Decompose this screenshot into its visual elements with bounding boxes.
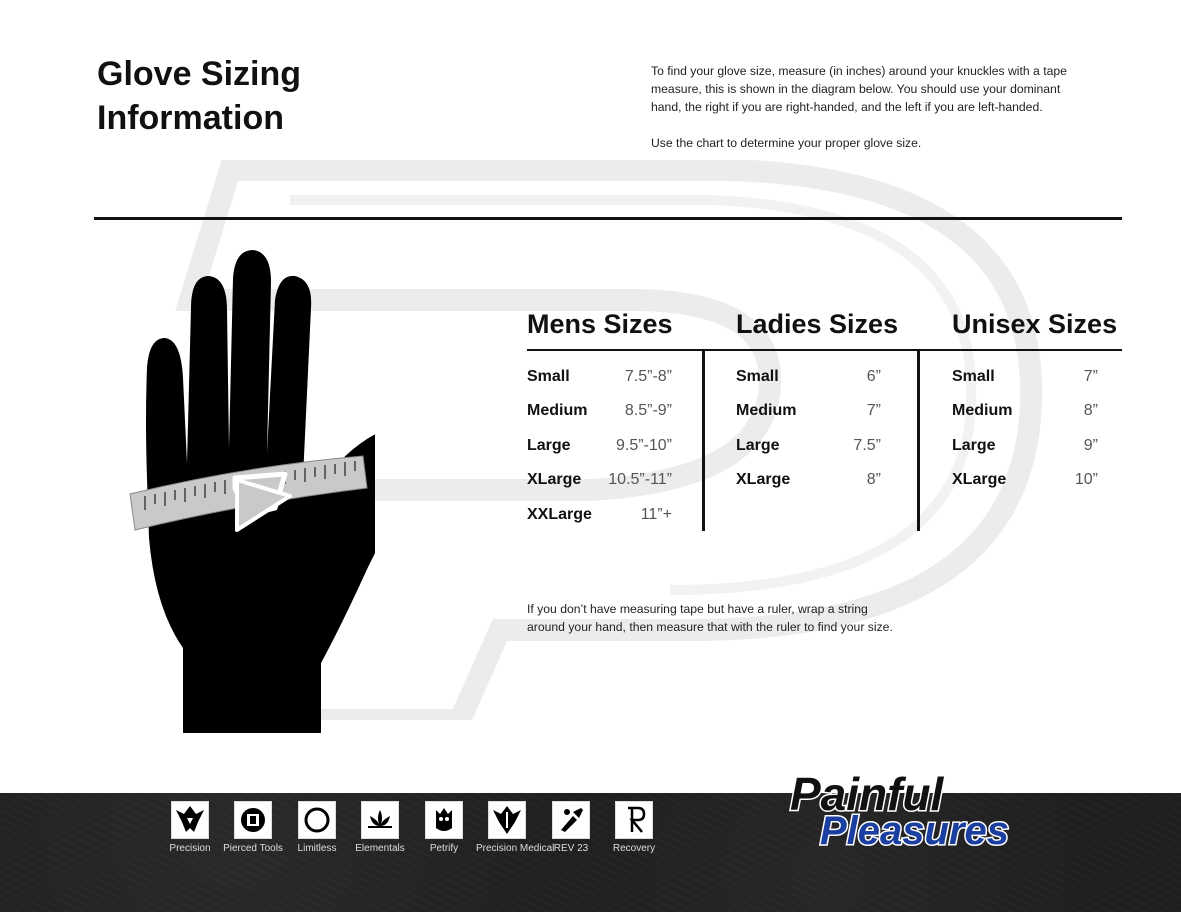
- elementals-icon: [361, 801, 399, 839]
- brand-label: REV 23: [553, 843, 589, 854]
- unisex-size-value: 10”: [1074, 471, 1098, 488]
- unisex-size-label: Small: [952, 368, 995, 385]
- ladies-size-label: Large: [736, 437, 780, 454]
- painful-pleasures-logo: [760, 762, 1100, 852]
- recovery-icon: [615, 801, 653, 839]
- ladies-sizes-heading: Ladies Sizes: [736, 309, 899, 339]
- ladies-size-label: Medium: [736, 402, 797, 419]
- unisex-size-label: XLarge: [952, 471, 1007, 488]
- intro-paragraph-2: Use the chart to determine your proper glove size.: [651, 136, 922, 150]
- mens-size-label: XXLarge: [527, 506, 592, 523]
- ladies-size-value: 6”: [866, 368, 881, 385]
- mens-size-value: 10.5”-11”: [608, 471, 672, 488]
- brand-elementals[interactable]: [349, 801, 411, 854]
- mens-sizes-column: [527, 306, 673, 348]
- intro-paragraph-1: To find your glove size, measure (in inches) around your knuckles with a tape measure, this is shown in the diagram below. You should use your dominant hand, the right if you are right-handed, and the left if you are left-handed.: [651, 64, 1067, 114]
- brand-label: Precision: [169, 843, 211, 854]
- logo-line-2: Pleasures: [820, 809, 1010, 852]
- header-divider: [94, 217, 1122, 220]
- unisex-heading-underline: [919, 349, 1122, 351]
- unisex-size-label: Large: [952, 437, 996, 454]
- brand-label: Precision Medical: [476, 843, 555, 854]
- unisex-size-value: 9”: [1083, 437, 1098, 454]
- intro-text: [651, 62, 1081, 170]
- mens-size-value: 7.5”-8”: [624, 368, 672, 385]
- mens-size-label: Medium: [527, 402, 588, 419]
- unisex-size-label: Medium: [952, 402, 1013, 419]
- hand-measuring-tape-illustration: [125, 248, 375, 736]
- brand-precision[interactable]: [159, 801, 221, 854]
- ladies-size-value: 8”: [866, 471, 881, 488]
- mens-size-value: 8.5”-9”: [624, 402, 672, 419]
- ladies-heading-underline: [703, 349, 919, 351]
- limitless-icon: [298, 801, 336, 839]
- petrify-icon: [425, 801, 463, 839]
- brand-precision-medical[interactable]: [476, 801, 555, 854]
- brand-pierced-tools[interactable]: [222, 801, 284, 854]
- brand-label: Limitless: [297, 843, 337, 854]
- ladies-sizes-column: [736, 306, 898, 348]
- mens-sizes-heading: Mens Sizes: [527, 309, 673, 339]
- brand-limitless[interactable]: [286, 801, 348, 854]
- mens-size-label: Large: [527, 437, 571, 454]
- ladies-size-label: Small: [736, 368, 779, 385]
- precision-icon: [171, 801, 209, 839]
- ladies-size-value: 7.5”: [853, 437, 881, 454]
- ladies-size-label: XLarge: [736, 471, 791, 488]
- title-line-2: Information: [97, 99, 284, 137]
- mens-size-label: Small: [527, 368, 570, 385]
- column-divider-1: [702, 351, 705, 531]
- mens-size-value: 9.5”-10”: [615, 437, 672, 454]
- brand-label: Petrify: [429, 843, 459, 854]
- unisex-sizes-column: [952, 306, 1117, 348]
- ruler-note: [527, 600, 927, 636]
- pierced-tools-icon: [234, 801, 272, 839]
- column-divider-2: [917, 351, 920, 531]
- rev23-icon: [552, 801, 590, 839]
- page-title: [97, 52, 417, 140]
- brand-rev23[interactable]: [540, 801, 602, 854]
- precision-medical-icon: [488, 801, 526, 839]
- unisex-size-value: 8”: [1083, 402, 1098, 419]
- title-line-1: Glove Sizing: [97, 55, 302, 93]
- brand-label: Pierced Tools: [223, 843, 283, 854]
- logo-line-1: Painful: [790, 768, 944, 820]
- unisex-sizes-heading: Unisex Sizes: [952, 309, 1118, 339]
- ruler-note-line-1: If you don’t have measuring tape but have a ruler, wrap a string: [527, 602, 868, 616]
- mens-size-label: XLarge: [527, 471, 582, 488]
- ladies-size-value: 7”: [866, 402, 881, 419]
- brand-label: Recovery: [612, 843, 656, 854]
- brand-petrify[interactable]: [413, 801, 475, 854]
- ruler-note-line-2: around your hand, then measure that with the ruler to find your size.: [527, 620, 893, 634]
- brand-recovery[interactable]: [603, 801, 665, 854]
- mens-size-value: 11”+: [640, 506, 672, 523]
- brand-label: Elementals: [355, 843, 405, 854]
- mens-heading-underline: [527, 349, 703, 351]
- unisex-size-value: 7”: [1083, 368, 1098, 385]
